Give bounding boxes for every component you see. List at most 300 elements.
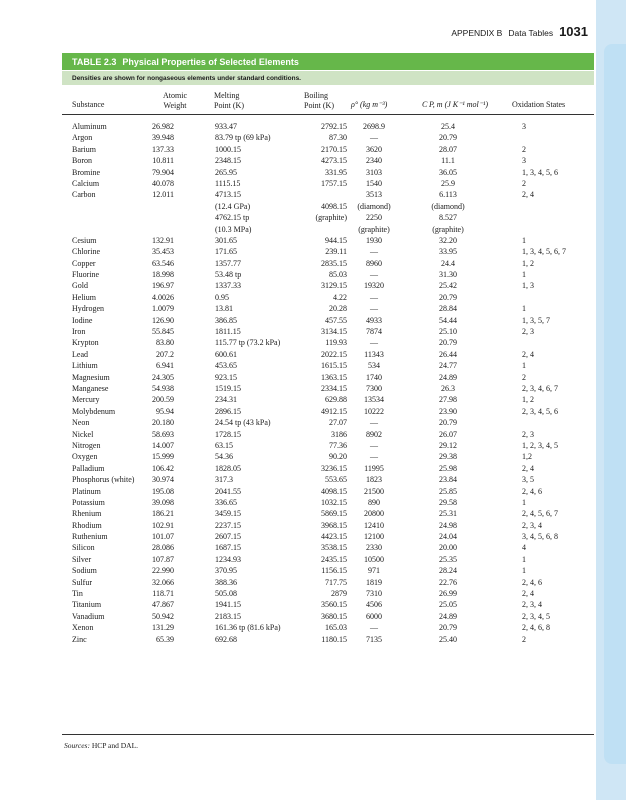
- cell-atomic-weight: 83.80: [156, 338, 174, 348]
- cell-heat-capacity: 25.4: [441, 122, 455, 131]
- table-row: [62, 292, 594, 303]
- cell-oxidation-states: 2: [522, 372, 526, 382]
- cell-melting-point: 13.81: [215, 304, 233, 314]
- table-row: [62, 360, 594, 371]
- cell-boiling-point: 1180.15: [321, 634, 347, 644]
- cell-boiling-point: 2435.15: [321, 554, 347, 564]
- cell-heat-capacity: 24.4: [441, 258, 455, 268]
- cell-oxidation-states: 2, 3, 4, 6, 7: [522, 383, 558, 393]
- cell-heat-capacity: 23.90: [439, 406, 457, 416]
- header-density: ρ° (kg m⁻³): [351, 100, 388, 109]
- cell-substance: Lead: [72, 349, 88, 359]
- cell-boiling-point: 3560.15: [321, 600, 347, 610]
- cell-melting-point: 2041.55: [215, 486, 241, 496]
- cell-melting-point: 0.95: [215, 292, 229, 302]
- cell-density: 2330: [366, 543, 382, 553]
- cell-density: (diamond): [357, 201, 391, 211]
- cell-boiling-point: 1363.15: [321, 372, 347, 382]
- cell-boiling-point: 2835.15: [321, 258, 347, 268]
- cell-boiling-point: 1615.15: [321, 361, 347, 371]
- cell-melting-point: 923.15: [215, 372, 237, 382]
- table-row: [62, 417, 594, 428]
- table-row: [62, 486, 594, 497]
- cell-boiling-point: 2879: [331, 589, 347, 599]
- cell-melting-point: (12.4 GPa): [215, 201, 251, 211]
- cell-boiling-point: 2022.15: [321, 349, 347, 359]
- cell-substance: Silicon: [72, 543, 95, 553]
- cell-heat-capacity: 25.35: [439, 554, 457, 564]
- sources-text: HCP and DAL.: [89, 741, 139, 750]
- cell-oxidation-states: 2, 3, 4: [522, 520, 542, 530]
- cell-melting-point: 115.77 tp (73.2 kPa): [215, 338, 281, 348]
- cell-melting-point: 453.65: [215, 361, 237, 371]
- cell-oxidation-states: 2, 4, 6: [522, 577, 542, 587]
- cell-density: 8960: [366, 258, 382, 268]
- table-row: [62, 406, 594, 417]
- table-row: [62, 588, 594, 599]
- cell-substance: Rhodium: [72, 520, 102, 530]
- cell-atomic-weight: 102.91: [152, 520, 174, 530]
- cell-boiling-point: 2792.15: [321, 122, 347, 131]
- cell-oxidation-states: 2, 4: [522, 349, 534, 359]
- cell-atomic-weight: 195.08: [152, 486, 174, 496]
- cell-melting-point: 933.47: [215, 122, 237, 131]
- cell-melting-point: 83.79 tp (69 kPa): [215, 133, 271, 143]
- table-row: [62, 167, 594, 178]
- cell-atomic-weight: 10.811: [152, 156, 174, 166]
- cell-melting-point: 4713.15: [215, 190, 241, 200]
- cell-substance: Nitrogen: [72, 440, 101, 450]
- cell-density: 12100: [364, 532, 384, 542]
- cell-oxidation-states: 1,2: [522, 452, 532, 462]
- header-melting-line2: Point (K): [214, 100, 244, 110]
- cell-melting-point: 692.68: [215, 634, 237, 644]
- cell-boiling-point: 4912.15: [321, 406, 347, 416]
- cell-melting-point: 1115.15: [215, 178, 241, 188]
- cell-melting-point: 265.95: [215, 167, 237, 177]
- cell-heat-capacity: 20.00: [439, 543, 457, 553]
- cell-oxidation-states: 2: [522, 178, 526, 188]
- cell-density: 21500: [364, 486, 384, 496]
- cell-oxidation-states: 1: [522, 497, 526, 507]
- cell-density: —: [370, 452, 378, 462]
- cell-melting-point: 1337.33: [215, 281, 241, 291]
- cell-oxidation-states: 1, 3: [522, 281, 534, 291]
- cell-oxidation-states: 1, 3, 4, 5, 6, 7: [522, 247, 566, 257]
- running-head-title: Data Tables: [508, 28, 554, 38]
- header-boiling-point: [304, 91, 334, 110]
- cell-boiling-point: 4.22: [333, 292, 347, 302]
- cell-density: 7135: [366, 634, 382, 644]
- table-row: [62, 394, 594, 405]
- sources-label: Sources:: [64, 741, 90, 750]
- cell-atomic-weight: 26.982: [152, 122, 174, 131]
- cell-melting-point: 1941.15: [215, 600, 241, 610]
- cell-atomic-weight: 50.942: [152, 611, 174, 621]
- cell-oxidation-states: 1: [522, 270, 526, 280]
- cell-boiling-point: 119.93: [325, 338, 347, 348]
- cell-atomic-weight: 18.998: [152, 270, 174, 280]
- cell-density: 3513: [366, 190, 382, 200]
- cell-substance: Boron: [72, 156, 92, 166]
- cell-boiling-point: 3186: [331, 429, 347, 439]
- cell-substance: Chlorine: [72, 247, 100, 257]
- cell-melting-point: 1811.15: [215, 327, 241, 337]
- cell-oxidation-states: 2, 3: [522, 327, 534, 337]
- cell-heat-capacity: 26.99: [439, 589, 457, 599]
- cell-heat-capacity: 24.04: [439, 532, 457, 542]
- cell-substance: Neon: [72, 418, 90, 428]
- table-row: [62, 599, 594, 610]
- cell-melting-point: 3459.15: [215, 509, 241, 519]
- cell-heat-capacity: 22.76: [439, 577, 457, 587]
- cell-heat-capacity: 28.84: [439, 304, 457, 314]
- cell-heat-capacity: 25.10: [439, 327, 457, 337]
- cell-heat-capacity: 20.79: [439, 623, 457, 633]
- cell-boiling-point: 3134.15: [321, 327, 347, 337]
- cell-heat-capacity: 27.98: [439, 395, 457, 405]
- cell-substance: Sulfur: [72, 577, 92, 587]
- cell-oxidation-states: 2, 3, 4: [522, 600, 542, 610]
- table-row: [62, 280, 594, 291]
- cell-boiling-point: 165.03: [325, 623, 347, 633]
- cell-melting-point: 1000.15: [215, 144, 241, 154]
- cell-atomic-weight: 1.0079: [152, 304, 174, 314]
- cell-oxidation-states: 1: [522, 566, 526, 576]
- cell-substance: Potassium: [72, 497, 105, 507]
- table-row: [62, 121, 594, 132]
- cell-atomic-weight: 30.974: [152, 475, 174, 485]
- cell-melting-point: 386.85: [215, 315, 237, 325]
- cell-substance: Nickel: [72, 429, 94, 439]
- cell-melting-point: 53.48 tp: [215, 270, 242, 280]
- cell-heat-capacity: 54.44: [439, 315, 457, 325]
- cell-boiling-point: 553.65: [325, 475, 347, 485]
- table-row: [62, 372, 594, 383]
- cell-density: 1819: [366, 577, 382, 587]
- cell-atomic-weight: 28.086: [152, 543, 174, 553]
- cell-melting-point: 301.65: [215, 235, 237, 245]
- cell-melting-point: 1519.15: [215, 383, 241, 393]
- cell-atomic-weight: 14.007: [152, 440, 174, 450]
- cell-density: 12410: [364, 520, 384, 530]
- cell-density: —: [370, 133, 378, 143]
- cell-substance: Copper: [72, 258, 96, 268]
- cell-heat-capacity: (diamond): [431, 201, 465, 211]
- cell-atomic-weight: 200.59: [152, 395, 174, 405]
- cell-substance: Vanadium: [72, 611, 105, 621]
- cell-boiling-point: 20.28: [329, 304, 347, 314]
- cell-atomic-weight: 118.71: [152, 589, 174, 599]
- cell-heat-capacity: 25.98: [439, 463, 457, 473]
- cell-atomic-weight: 58.693: [152, 429, 174, 439]
- header-atomic-line1: Atomic: [163, 91, 187, 100]
- cell-oxidation-states: 1, 2: [522, 258, 534, 268]
- cell-boiling-point: 3968.15: [321, 520, 347, 530]
- cell-substance: Molybdenum: [72, 406, 116, 416]
- cell-substance: Tin: [72, 589, 83, 599]
- table-row: [62, 542, 594, 553]
- side-tab-panel: [604, 44, 626, 764]
- cell-substance: Barium: [72, 144, 96, 154]
- table-row: [62, 269, 594, 280]
- cell-atomic-weight: 39.948: [152, 133, 174, 143]
- cell-melting-point: 2896.15: [215, 406, 241, 416]
- cell-heat-capacity: 23.84: [439, 475, 457, 485]
- cell-oxidation-states: 2, 4: [522, 589, 534, 599]
- cell-melting-point: 1234.93: [215, 554, 241, 564]
- table-row: [62, 155, 594, 166]
- cell-atomic-weight: 39.098: [152, 497, 174, 507]
- cell-melting-point: 1728.15: [215, 429, 241, 439]
- cell-heat-capacity: 24.77: [439, 361, 457, 371]
- cell-oxidation-states: 2, 4: [522, 190, 534, 200]
- cell-density: 1930: [366, 235, 382, 245]
- cell-atomic-weight: 79.904: [152, 167, 174, 177]
- cell-density: —: [370, 247, 378, 257]
- cell-density: 20800: [364, 509, 384, 519]
- cell-substance: Xenon: [72, 623, 94, 633]
- header-heat-capacity: C P, m (J K⁻¹ mol⁻¹): [422, 100, 489, 109]
- cell-density: 534: [368, 361, 380, 371]
- cell-heat-capacity: 24.89: [439, 611, 457, 621]
- cell-substance: Argon: [72, 133, 93, 143]
- cell-atomic-weight: 107.87: [152, 554, 174, 564]
- cell-melting-point: 2237.15: [215, 520, 241, 530]
- cell-heat-capacity: 25.85: [439, 486, 457, 496]
- cell-boiling-point: 3236.15: [321, 463, 347, 473]
- cell-heat-capacity: 24.89: [439, 372, 457, 382]
- running-head: [451, 24, 588, 39]
- table-row: [62, 508, 594, 519]
- cell-density: 1823: [366, 475, 382, 485]
- cell-oxidation-states: 2, 4, 5, 6, 7: [522, 509, 558, 519]
- cell-atomic-weight: 63.546: [152, 258, 174, 268]
- cell-melting-point: 171.65: [215, 247, 237, 257]
- cell-atomic-weight: 20.180: [152, 418, 174, 428]
- table-row: [62, 132, 594, 143]
- cell-oxidation-states: 3: [522, 122, 526, 131]
- cell-boiling-point: 3129.15: [321, 281, 347, 291]
- cell-density: 890: [368, 497, 380, 507]
- cell-oxidation-states: 1: [522, 304, 526, 314]
- cell-oxidation-states: 1: [522, 554, 526, 564]
- cell-boiling-point: 4098.15: [321, 486, 347, 496]
- cell-substance: Iodine: [72, 315, 93, 325]
- cell-density: (graphite): [358, 224, 390, 234]
- cell-atomic-weight: 55.845: [152, 327, 174, 337]
- cell-heat-capacity: 25.40: [439, 634, 457, 644]
- cell-boiling-point: 3538.15: [321, 543, 347, 553]
- table-row: [62, 474, 594, 485]
- cell-heat-capacity: 26.44: [439, 349, 457, 359]
- cell-atomic-weight: 106.42: [152, 463, 174, 473]
- cell-density: 2250: [366, 213, 382, 223]
- cell-density: 7310: [366, 589, 382, 599]
- cell-density: 1740: [366, 372, 382, 382]
- cell-heat-capacity: 6.113: [439, 190, 457, 200]
- table-row: [62, 224, 594, 235]
- cell-melting-point: 370.95: [215, 566, 237, 576]
- cell-oxidation-states: 2, 3: [522, 429, 534, 439]
- cell-heat-capacity: 29.38: [439, 452, 457, 462]
- cell-density: 13534: [364, 395, 384, 405]
- cell-substance: Magnesium: [72, 372, 110, 382]
- cell-boiling-point: 239.11: [325, 247, 347, 257]
- cell-atomic-weight: 24.305: [152, 372, 174, 382]
- cell-density: 7300: [366, 383, 382, 393]
- cell-oxidation-states: 1, 3, 5, 7: [522, 315, 550, 325]
- cell-density: 4933: [366, 315, 382, 325]
- cell-substance: Aluminum: [72, 122, 107, 131]
- cell-atomic-weight: 137.33: [152, 144, 174, 154]
- cell-substance: Sodium: [72, 566, 97, 576]
- cell-substance: Phosphorus (white): [72, 475, 135, 485]
- cell-boiling-point: 27.07: [329, 418, 347, 428]
- table-row: [62, 337, 594, 348]
- table-row: [62, 622, 594, 633]
- cell-melting-point: 505.08: [215, 589, 237, 599]
- cell-density: —: [370, 338, 378, 348]
- cell-density: —: [370, 440, 378, 450]
- cell-heat-capacity: 25.9: [441, 178, 455, 188]
- cell-melting-point: (10.3 MPa): [215, 224, 252, 234]
- table-title-bar: [62, 53, 594, 70]
- table-row: [62, 440, 594, 451]
- cell-heat-capacity: 20.79: [439, 292, 457, 302]
- cell-heat-capacity: 29.58: [439, 497, 457, 507]
- cell-atomic-weight: 207.2: [156, 349, 174, 359]
- table-row: [62, 235, 594, 246]
- cell-heat-capacity: (graphite): [432, 224, 464, 234]
- cell-heat-capacity: 36.05: [439, 167, 457, 177]
- cell-atomic-weight: 15.999: [152, 452, 174, 462]
- cell-density: —: [370, 418, 378, 428]
- table-row: [62, 611, 594, 622]
- cell-substance: Mercury: [72, 395, 100, 405]
- cell-density: 6000: [366, 611, 382, 621]
- cell-atomic-weight: 47.867: [152, 600, 174, 610]
- table-row: [62, 531, 594, 542]
- cell-heat-capacity: 8.527: [439, 213, 457, 223]
- cell-oxidation-states: 3: [522, 156, 526, 166]
- table-row: [62, 178, 594, 189]
- cell-melting-point: 1357.77: [215, 258, 241, 268]
- cell-atomic-weight: 95.94: [156, 406, 174, 416]
- cell-heat-capacity: 25.42: [439, 281, 457, 291]
- cell-oxidation-states: 4: [522, 543, 526, 553]
- cell-substance: Bromine: [72, 167, 100, 177]
- table-bottom-rule: [62, 734, 594, 735]
- table-row: [62, 258, 594, 269]
- cell-substance: Titanium: [72, 600, 102, 610]
- table-row: [62, 497, 594, 508]
- cell-heat-capacity: 28.07: [439, 144, 457, 154]
- table-row: [62, 189, 594, 200]
- table-row: [62, 201, 594, 212]
- cell-oxidation-states: 2, 4, 6, 8: [522, 623, 550, 633]
- table-row: [62, 463, 594, 474]
- table-header: [62, 88, 594, 115]
- cell-melting-point: 388.36: [215, 577, 237, 587]
- cell-substance: Hydrogen: [72, 304, 104, 314]
- cell-density: 10500: [364, 554, 384, 564]
- header-oxidation-states: Oxidation States: [512, 100, 566, 109]
- table-row: [62, 144, 594, 155]
- cell-melting-point: 600.61: [215, 349, 237, 359]
- cell-density: —: [370, 623, 378, 633]
- cell-boiling-point: 3680.15: [321, 611, 347, 621]
- cell-heat-capacity: 31.30: [439, 270, 457, 280]
- cell-oxidation-states: 1, 2: [522, 395, 534, 405]
- cell-melting-point: 4762.15 tp: [215, 213, 250, 223]
- cell-density: 1540: [366, 178, 382, 188]
- cell-boiling-point: 87.30: [329, 133, 347, 143]
- cell-oxidation-states: 2, 4, 6: [522, 486, 542, 496]
- cell-heat-capacity: 24.98: [439, 520, 457, 530]
- table-row: [62, 634, 594, 645]
- cell-substance: Cesium: [72, 235, 97, 245]
- table-row: [62, 383, 594, 394]
- cell-heat-capacity: 26.07: [439, 429, 457, 439]
- table-row: [62, 565, 594, 576]
- cell-boiling-point: 5869.15: [321, 509, 347, 519]
- cell-boiling-point: 4423.15: [321, 532, 347, 542]
- cell-density: 7874: [366, 327, 382, 337]
- cell-substance: Palladium: [72, 463, 105, 473]
- cell-atomic-weight: 22.990: [152, 566, 174, 576]
- cell-boiling-point: 1156.15: [321, 566, 347, 576]
- cell-heat-capacity: 28.24: [439, 566, 457, 576]
- cell-oxidation-states: 3, 5: [522, 475, 534, 485]
- cell-boiling-point: 90.20: [329, 452, 347, 462]
- cell-heat-capacity: 11.1: [441, 156, 455, 166]
- cell-substance: Krypton: [72, 338, 99, 348]
- cell-melting-point: 1687.15: [215, 543, 241, 553]
- cell-boiling-point: 944.15: [325, 235, 347, 245]
- cell-melting-point: 1828.05: [215, 463, 241, 473]
- table-row: [62, 429, 594, 440]
- cell-boiling-point: 331.95: [325, 167, 347, 177]
- cell-boiling-point: 1032.15: [321, 497, 347, 507]
- cell-atomic-weight: 40.078: [152, 178, 174, 188]
- cell-density: 10222: [364, 406, 384, 416]
- cell-boiling-point: (graphite): [315, 213, 347, 223]
- cell-melting-point: 336.65: [215, 497, 237, 507]
- cell-density: —: [370, 270, 378, 280]
- cell-melting-point: 63.15: [215, 440, 233, 450]
- cell-oxidation-states: 2, 3, 4, 5: [522, 611, 550, 621]
- cell-atomic-weight: 12.011: [152, 190, 174, 200]
- cell-melting-point: 2183.15: [215, 611, 241, 621]
- cell-density: 971: [368, 566, 380, 576]
- cell-heat-capacity: 32.20: [439, 235, 457, 245]
- cell-substance: Carbon: [72, 190, 96, 200]
- cell-density: —: [370, 304, 378, 314]
- cell-oxidation-states: 1, 3, 4, 5, 6: [522, 167, 558, 177]
- cell-atomic-weight: 131.29: [152, 623, 174, 633]
- cell-density: 19320: [364, 281, 384, 291]
- cell-boiling-point: 717.75: [325, 577, 347, 587]
- cell-oxidation-states: 1: [522, 361, 526, 371]
- table-body: [62, 121, 594, 645]
- cell-boiling-point: 1757.15: [321, 178, 347, 188]
- cell-density: 3103: [366, 167, 382, 177]
- cell-atomic-weight: 32.066: [152, 577, 174, 587]
- cell-substance: Zinc: [72, 634, 87, 644]
- sources-note: [64, 741, 138, 750]
- cell-atomic-weight: 54.938: [152, 383, 174, 393]
